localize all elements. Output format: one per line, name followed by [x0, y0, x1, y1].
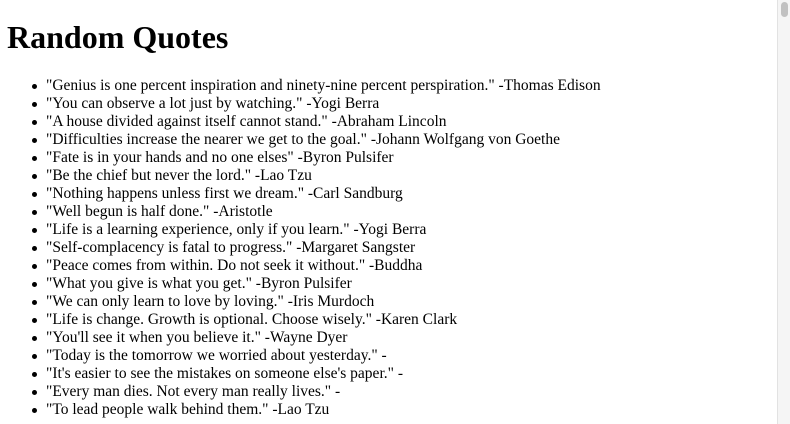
vertical-scrollbar[interactable]: [777, 0, 790, 424]
quote-item: "You can observe a lot just by watching." -Yogi Berra: [46, 95, 776, 113]
quote-item: "It's easier to see the mistakes on someone else's paper." -: [46, 365, 776, 383]
quote-item: "What you give is what you get." -Byron Pulsifer: [46, 275, 776, 293]
quote-item: "Difficulties increase the nearer we get to the goal." -Johann Wolfgang von Goethe: [46, 131, 776, 149]
quote-item: "Peace comes from within. Do not seek it without." -Buddha: [46, 257, 776, 275]
quote-item: "We can only learn to love by loving." -Iris Murdoch: [46, 293, 776, 311]
quote-item: "To lead people walk behind them." -Lao Tzu: [46, 401, 776, 419]
quote-item: "Genius is one percent inspiration and ninety-nine percent perspiration." -Thomas Edison: [46, 77, 776, 95]
quote-item: "Every man dies. Not every man really lives." -: [46, 383, 776, 401]
quote-item: "Nothing happens unless first we dream." -Carl Sandburg: [46, 185, 776, 203]
quote-item: "You'll see it when you believe it." -Wayne Dyer: [46, 329, 776, 347]
quote-item: "Fate is in your hands and no one elses" -Byron Pulsifer: [46, 149, 776, 167]
quote-item: "A house divided against itself cannot stand." -Abraham Lincoln: [46, 113, 776, 131]
quote-item: "Be the chief but never the lord." -Lao Tzu: [46, 167, 776, 185]
quote-item: "Self-complacency is fatal to progress." -Margaret Sangster: [46, 239, 776, 257]
quote-item: "Today is the tomorrow we worried about yesterday." -: [46, 347, 776, 365]
page-title: Random Quotes: [7, 19, 229, 55]
scrollbar-thumb[interactable]: [781, 2, 788, 17]
quote-item: "Life is a learning experience, only if you learn." -Yogi Berra: [46, 221, 776, 239]
quote-item: "Well begun is half done." -Aristotle: [46, 203, 776, 221]
quote-item: "Life is change. Growth is optional. Choose wisely." -Karen Clark: [46, 311, 776, 329]
quote-list: [0, 77, 776, 419]
